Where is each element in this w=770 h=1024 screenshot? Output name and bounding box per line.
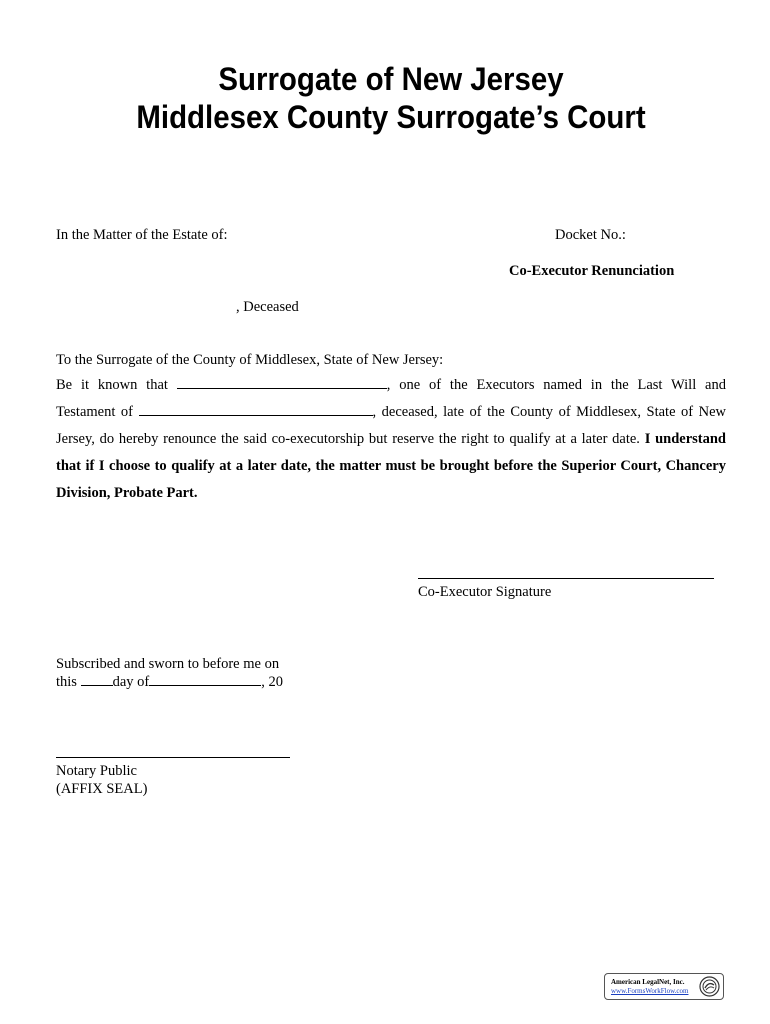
testament-of-text: Testament of [56,404,133,420]
deceased-label: , Deceased [236,299,299,315]
affix-seal-label: (AFFIX SEAL) [56,781,148,797]
salutation: To the Surrogate of the County of Middlesex, State of New Jersey: [56,352,444,368]
document-title [31,60,750,136]
decedent-name-field[interactable] [139,403,373,416]
notary-label: Notary Public [56,763,137,779]
publisher-name: American LegalNet, Inc. [611,978,685,986]
publisher-logo-icon [699,976,720,997]
deceased-late-text: , deceased, late of the County of Middlesex, State of New [372,404,726,420]
estate-label: In the Matter of the Estate of: [56,227,228,243]
title-line-2: Middlesex County Surrogate’s Court [136,99,646,135]
form-title: Co-Executor Renunciation [509,263,675,279]
signature-line[interactable] [418,578,714,579]
notary-signature-line[interactable] [56,757,290,758]
month-field[interactable] [149,673,261,686]
jurat-this: this [56,674,77,690]
jurat-line-1: Subscribed and sworn to before me on [56,656,280,672]
bold-warning-text: I understand that if I choose to qualify at a later date, the matter must be brought before the Superior Court, Chancery Division, Probate Part. [56,431,726,501]
publisher-link[interactable]: www.FormsWorkFlow.com [611,987,689,995]
co-executor-name-field[interactable] [177,376,387,389]
renounce-text: Jersey, do hereby renounce the said co-executorship but reserve the right to qualify at a later date. [56,431,640,447]
jurat-line-2 [56,673,283,691]
title-line-1: Surrogate of New Jersey [218,61,564,97]
executors-text: , one of the Executors named in the Last Will and [386,377,726,393]
signature-label: Co-Executor Signature [418,584,552,600]
publisher-badge [604,973,724,1000]
day-field[interactable] [81,673,113,686]
be-it-known-text: Be it known that [56,377,168,393]
jurat-year: , 20 [261,674,283,690]
jurat-day-of: day of [112,674,150,690]
renunciation-paragraph [56,372,726,507]
docket-label: Docket No.: [555,227,626,243]
